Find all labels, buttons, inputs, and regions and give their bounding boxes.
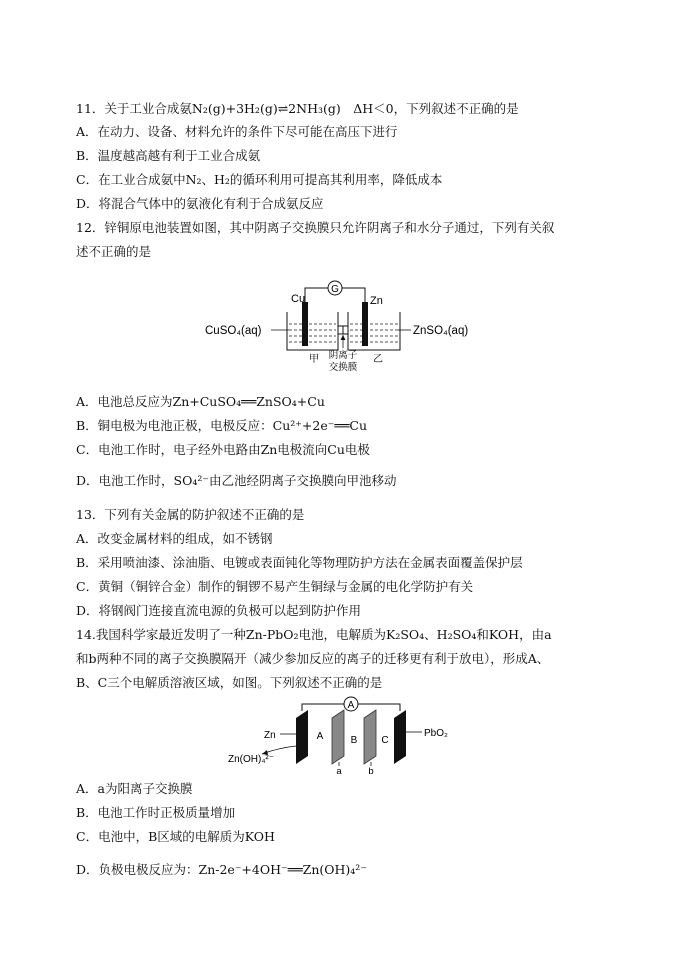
zincate-label: Zn(OH)₄²⁻ <box>228 754 275 765</box>
zn-electrode <box>296 710 308 764</box>
left-beaker <box>287 312 338 350</box>
q14-option-c: C．电池中，B区域的电解质为KOH <box>76 829 275 844</box>
q14-option-b: B．电池工作时正极质量增加 <box>76 805 236 820</box>
q12-option-a: A．电池总反应为Zn+CuSO₄══ZnSO₄+Cu <box>76 394 325 409</box>
zn-label: Zn <box>370 295 383 307</box>
pbo2-label: PbO₂ <box>424 728 448 739</box>
zn-pbo2-cell-diagram <box>228 694 478 776</box>
q14-stem-line2: 和b两种不同的离子交换膜隔开（减少参加反应的离子的迁移更有利于放电），形成A、 <box>76 651 550 666</box>
q11-option-c: C．在工业合成氨中N₂、H₂的循环利用可提高其利用率，降低成本 <box>76 172 443 187</box>
cu-electrode <box>302 302 308 346</box>
zinc-copper-cell-diagram <box>205 272 485 372</box>
membrane-b-label: b <box>368 766 374 776</box>
cu-label: Cu <box>291 293 306 305</box>
cuso4-label: CuSO₄(aq) <box>205 325 262 337</box>
membrane-a-label: a <box>336 766 342 776</box>
right-beaker <box>348 312 400 350</box>
left-cell-label: 甲 <box>309 354 319 365</box>
region-c-label: C <box>381 735 389 746</box>
q14-stem-line3: B、C三个电解质溶液区域，如图。下列叙述不正确的是 <box>76 675 383 690</box>
q11-stem: 11．关于工业合成氨N₂(g)+3H₂(g)⇌2NH₃(g) ΔH＜0，下列叙述不正确的是 <box>76 101 519 116</box>
membrane-label-line2: 交换膜 <box>328 362 358 372</box>
q13-option-c: C．黄铜（铜锌合金）制作的铜锣不易产生铜绿与金属的电化学防护有关 <box>76 579 474 594</box>
region-b-label: B <box>350 735 358 746</box>
q11-option-b: B．温度越高越有利于工业合成氨 <box>76 148 261 163</box>
q11-option-a: A．在动力、设备、材料允许的条件下尽可能在高压下进行 <box>76 124 398 139</box>
q14-stem-line1: 14.我国科学家最近发明了一种Zn-PbO₂电池，电解质为K₂SO₄、H₂SO₄和KOH，由a <box>76 627 552 642</box>
q12-option-b: B．铜电极为电池正极，电极反应：Cu²⁺+2e⁻══Cu <box>76 418 367 433</box>
znso4-label: ZnSO₄(aq) <box>413 325 469 337</box>
q14-option-d: D．负极电极反应为：Zn-2e⁻+4OH⁻══Zn(OH)₄²⁻ <box>76 862 367 877</box>
zn-electrode <box>362 302 368 346</box>
region-a-label: A <box>316 731 324 742</box>
membrane-b <box>364 710 376 764</box>
q14-option-a: A．a为阳离子交换膜 <box>76 781 193 796</box>
q13-option-a: A．改变金属材料的组成，如不锈钢 <box>76 531 273 546</box>
membrane-label-line1: 阴离子 <box>328 350 358 361</box>
membrane-a <box>332 710 344 764</box>
q12-stem-line2: 述不正确的是 <box>76 244 152 259</box>
ammeter-label: A <box>347 700 355 711</box>
zn-label: Zn <box>264 730 276 741</box>
right-cell-label: 乙 <box>373 354 383 365</box>
q12-option-d: D．电池工作时，SO₄²⁻由乙池经阴离子交换膜向甲池移动 <box>76 473 397 488</box>
q12-option-c: C．电池工作时，电子经外电路由Zn电极流向Cu电极 <box>76 442 370 457</box>
q13-stem: 13．下列有关金属的防护叙述不正确的是 <box>76 507 305 522</box>
q11-option-d: D．将混合气体中的氨液化有利于合成氨反应 <box>76 196 324 211</box>
galvanometer-label: G <box>331 284 339 295</box>
q12-stem-line1: 12．锌铜原电池装置如图，其中阴离子交换膜只允许阴离子和水分子通过，下列有关叙 <box>76 220 555 235</box>
q13-option-b: B．采用喷油漆、涂油脂、电镀或表面钝化等物理防护方法在金属表面覆盖保护层 <box>76 555 523 570</box>
pbo2-electrode <box>394 710 406 764</box>
q13-option-d: D．将钢阀门连接直流电源的负极可以起到防护作用 <box>76 603 362 618</box>
